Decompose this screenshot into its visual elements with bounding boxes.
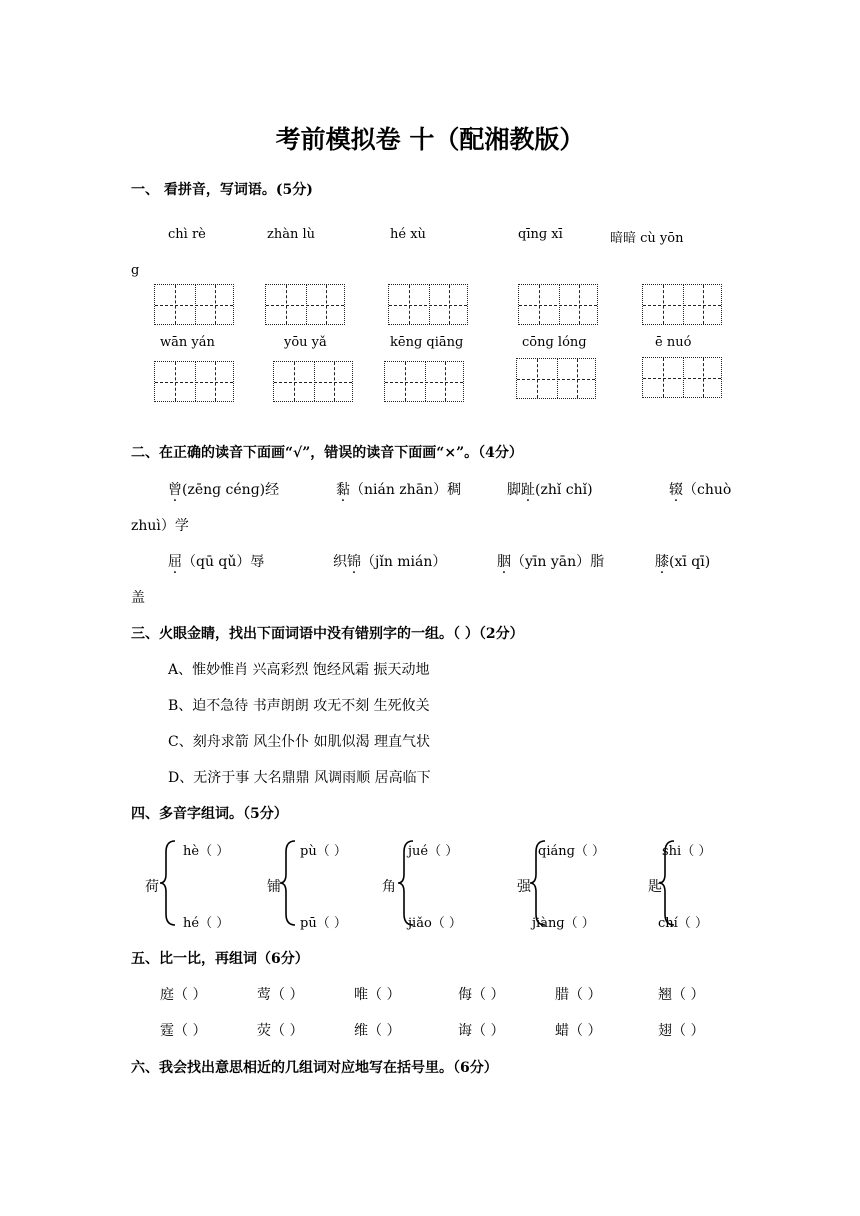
polyphone-char: 铺 — [267, 879, 281, 895]
writing-grid[interactable] — [265, 284, 345, 325]
writing-grid[interactable] — [384, 361, 464, 402]
reading-item — [497, 551, 604, 571]
plain-char: 脚 — [507, 482, 521, 498]
compare-item: 侮（ ） — [458, 987, 505, 1003]
compare-item: 庭（ ） — [160, 987, 207, 1003]
reading-item — [168, 479, 279, 499]
pinyin-label: 暗暗 cù yōn — [610, 231, 684, 246]
option-d: D、无济于事 大名鼎鼎 风调雨顺 居高临下 — [168, 770, 431, 786]
pinyin-label: wān yán — [160, 335, 215, 350]
section-5-heading: 五、比一比，再组词（6分） — [131, 951, 309, 967]
pinyin-label: chì rè — [168, 227, 206, 242]
pinyin-label: yōu yǎ — [284, 335, 327, 350]
dotted-char: 辍 — [669, 482, 683, 498]
pinyin-label: ē nuó — [655, 335, 692, 350]
pinyin-label: kēnɡ qiānɡ — [390, 335, 464, 350]
polyphone-char: 荷 — [145, 879, 159, 895]
compare-item: 翅（ ） — [658, 1023, 705, 1039]
writing-grid[interactable] — [516, 358, 596, 399]
page-title: 考前模拟卷 十（配湘教版） — [275, 125, 585, 154]
section-4-heading: 四、多音字组词。（5分） — [131, 806, 288, 822]
reading-item-wrap: 盖 — [131, 590, 145, 606]
compare-item: 翘（ ） — [658, 987, 705, 1003]
polyphone-reading: shi（ ） — [662, 844, 712, 859]
option-c: C、刻舟求箭 风尘仆仆 如肌似渴 理直气状 — [168, 734, 431, 750]
writing-grid[interactable] — [154, 284, 234, 325]
reading-item — [336, 479, 461, 499]
section-3-heading: 三、火眼金睛，找出下面词语中没有错别字的一组。（ ）（2分） — [131, 626, 524, 642]
reading-item — [168, 551, 264, 571]
writing-grid[interactable] — [273, 361, 353, 402]
plain-char: 织 — [333, 554, 347, 570]
brace-icon — [278, 838, 298, 928]
polyphone-reading: qiánɡ（ ） — [538, 844, 606, 859]
dotted-char: 锦 — [347, 554, 361, 570]
brace-icon — [158, 838, 178, 928]
dotted-char: 膝 — [655, 554, 669, 570]
polyphone-reading: hè（ ） — [183, 844, 230, 859]
reading-options: （chuò — [683, 482, 732, 498]
compare-item: 唯（ ） — [354, 987, 401, 1003]
polyphone-reading: jué（ ） — [408, 844, 459, 859]
writing-grid[interactable] — [642, 357, 722, 398]
writing-grid[interactable] — [388, 284, 468, 325]
dotted-char: 趾 — [521, 482, 535, 498]
polyphone-char: 强 — [517, 879, 531, 895]
compare-item: 维（ ） — [354, 1023, 401, 1039]
writing-grid[interactable] — [642, 284, 722, 325]
dotted-char: 曾 — [168, 482, 182, 498]
polyphone-reading: jiànɡ（ ） — [532, 916, 595, 931]
reading-item — [333, 551, 446, 571]
reading-item-wrap: zhuì）学 — [131, 518, 189, 534]
compare-item: 腊（ ） — [555, 987, 602, 1003]
section-1-heading: 一、 看拼音，写词语。(5分) — [131, 182, 313, 198]
compare-item: 莺（ ） — [257, 987, 304, 1003]
pinyin-label: zhàn lù — [267, 227, 316, 242]
pinyin-label: qīnɡ xī — [518, 227, 563, 242]
reading-options: (zēnɡ cénɡ)经 — [182, 482, 280, 498]
polyphone-reading: hé（ ） — [183, 916, 230, 931]
reading-options: （qū qǔ）辱 — [182, 554, 265, 570]
section-6-heading: 六、我会找出意思相近的几组词对应地写在括号里。（6分） — [131, 1060, 498, 1076]
reading-options: （nián zhān）稠 — [350, 482, 462, 498]
pinyin-wrap: g — [131, 263, 140, 278]
polyphone-reading: jiǎo（ ） — [408, 916, 462, 931]
pinyin-label: hé xù — [390, 227, 426, 242]
dotted-char: 屈 — [168, 554, 182, 570]
polyphone-reading: pū（ ） — [300, 916, 347, 931]
compare-item: 诲（ ） — [458, 1023, 505, 1039]
reading-options: (zhǐ chǐ) — [535, 482, 593, 498]
polyphone-reading: chí（ ） — [658, 916, 708, 931]
dotted-char: 黏 — [336, 482, 350, 498]
polyphone-reading: pù（ ） — [300, 844, 347, 859]
writing-grid[interactable] — [154, 361, 234, 402]
pinyin-label: cōnɡ lónɡ — [522, 335, 587, 350]
section-2-heading: 二、在正确的读音下面画“√”，错误的读音下面画“×”。（4分） — [131, 445, 523, 461]
reading-options: （jǐn mián） — [361, 554, 447, 570]
writing-grid[interactable] — [518, 284, 598, 325]
reading-item — [655, 551, 710, 571]
option-a: A、惟妙惟肖 兴高彩烈 饱经风霜 振天动地 — [168, 662, 430, 678]
compare-item: 蜡（ ） — [555, 1023, 602, 1039]
dotted-char: 胭 — [497, 554, 511, 570]
reading-options: （yīn yān）脂 — [511, 554, 605, 570]
reading-item — [507, 479, 593, 499]
option-b: B、迫不急待 书声朗朗 攻无不刻 生死攸关 — [168, 698, 430, 714]
reading-options: (xī qī) — [669, 554, 711, 570]
polyphone-char: 匙 — [648, 879, 662, 895]
reading-item — [669, 479, 731, 499]
compare-item: 荧（ ） — [257, 1023, 304, 1039]
compare-item: 霆（ ） — [160, 1023, 207, 1039]
polyphone-char: 角 — [382, 879, 396, 895]
